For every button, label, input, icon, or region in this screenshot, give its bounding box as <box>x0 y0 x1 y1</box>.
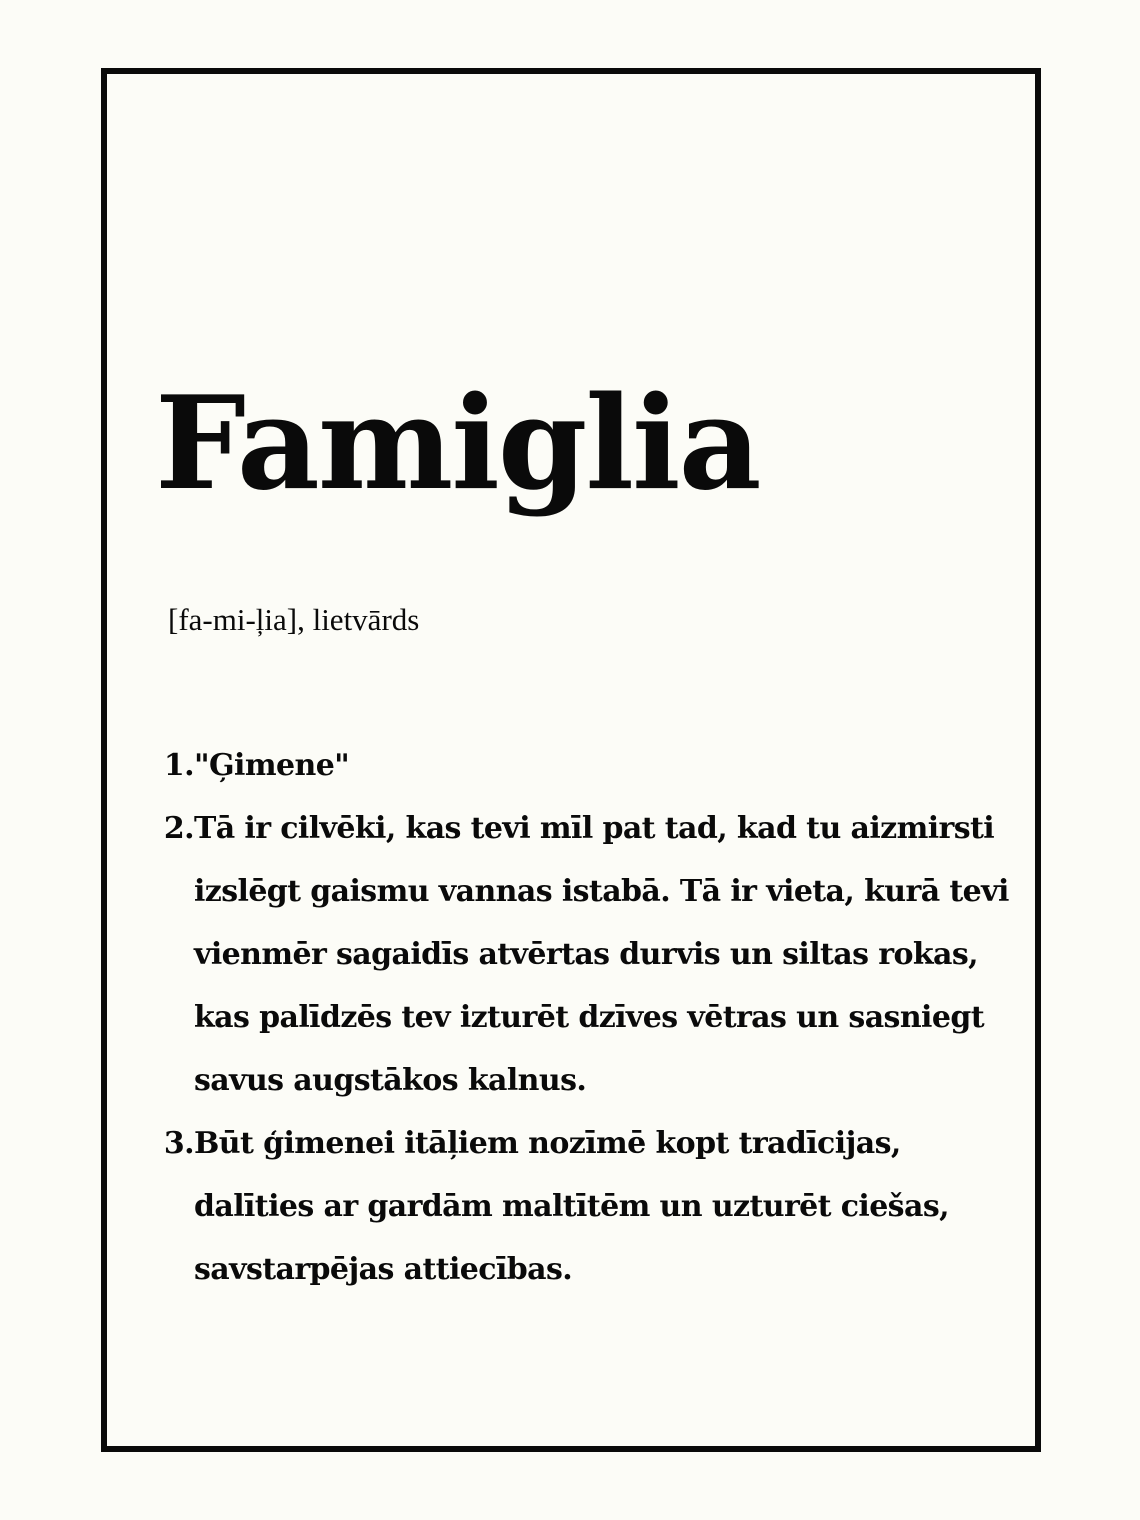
headword: Famiglia <box>155 369 760 519</box>
definition-text: Tā ir cilvēki, kas tevi mīl pat tad, kad tu aizmirsti izslēgt gaismu vannas istabā. Tā ir vieta, kurā tevi vienmēr sagaidīs atvērtas durvis un siltas rokas, kas palīdzēs tev izturēt dzīves vētras un sasniegt savus augstākos kalnus. <box>194 811 1009 1098</box>
pronunciation: [fa-mi-ļia], lietvārds <box>168 602 420 637</box>
definition-text: "Ģimene" <box>194 748 350 783</box>
definition-number: 1. <box>163 748 194 783</box>
definition-number: 2. <box>163 811 194 846</box>
definition-text: Būt ģimenei itāļiem nozīmē kopt tradīcijas, dalīties ar gardām maltītēm un uzturēt ciešas, savstarpējas attiecības. <box>194 1126 949 1287</box>
definition-item-3 <box>156 1112 1016 1301</box>
definition-item-1 <box>156 734 1016 797</box>
definition-number: 3. <box>163 1126 194 1161</box>
definition-item-2 <box>156 797 1016 1112</box>
definition-list <box>156 734 1016 1301</box>
